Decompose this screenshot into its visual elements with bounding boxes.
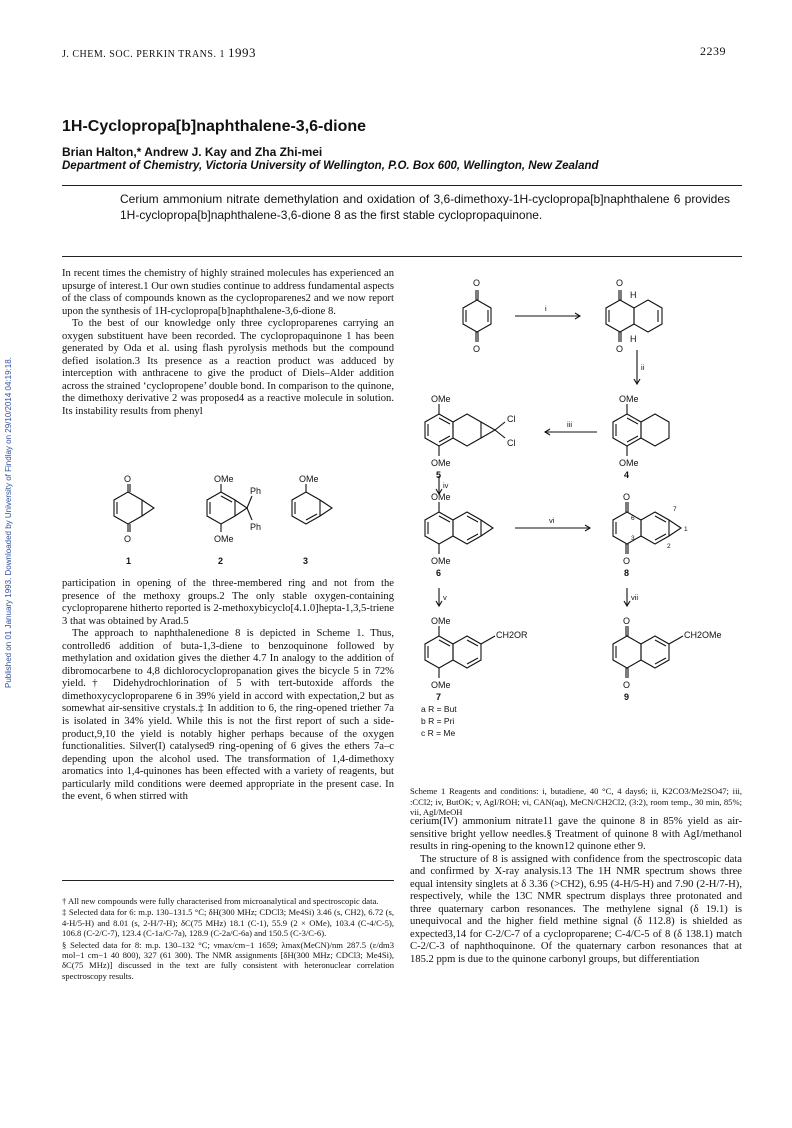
fig1-atom-label: Ph (250, 522, 262, 532)
atom-locant: 6 (631, 515, 635, 522)
reagent-mark: iii (567, 420, 572, 429)
fig1-atom-label: O (124, 474, 132, 484)
reagent-mark: ii (641, 363, 645, 372)
compound-number: 3 (303, 556, 309, 566)
scheme-atom-label: O (616, 344, 624, 354)
structure-2-ring (207, 492, 235, 524)
title-rule (62, 185, 742, 186)
scheme-atom-label: O (623, 616, 631, 626)
scheme-atom-label: OMe (619, 458, 639, 468)
compound-9-structure (613, 636, 641, 668)
journal-year: 1993 (227, 45, 256, 60)
atom-locant: 2 (667, 543, 671, 550)
fig1-atom-label: O (124, 534, 132, 544)
paragraph-background: To the best of our knowledge only three cycloproparenes carrying an oxygen substituent have been recorded. The cyclopropaquinone 1 has been generated by Oda et al. using flash pyrolysis methods but the compound defied isolation.3 Its presence as a reaction product was adduced by interception with anthracene to give the product of Diels–Alder addition across the strained ‘cyclopropene’ double bond. In comparison to the quinone, the dimethoxy derivative 2 was proposed4 as a reactive molecule in solution. Its instability results from phenyl (62, 318, 394, 418)
journal-name: J. CHEM. SOC. PERKIN TRANS. 1 1993 (62, 45, 256, 60)
compound-7-structure (425, 636, 453, 668)
article-title: 1H-Cyclopropa[b]naphthalene-3,6-dione (62, 118, 367, 135)
atom-locant: 7 (673, 506, 677, 513)
scheme-atom-label: O (616, 278, 624, 288)
substituent-c: c R = Me (421, 728, 456, 738)
compound-6-structure (425, 512, 453, 544)
scheme-atom-label: OMe (431, 492, 451, 502)
fig1-atom-label: OMe (299, 474, 319, 484)
scheme-atom-label: O (623, 556, 631, 566)
left-column-top (62, 268, 394, 419)
fig1-atom-label: Ph (250, 486, 262, 496)
atom-locant: 3 (631, 535, 635, 542)
paragraph-intro: In recent times the chemistry of highly strained molecules has experienced an upsurge of interest.1 Our own studies continue to address fundamental aspects of the class of compounds known as the cycloproparenes2 and we now report upon the synthesis of 1H-cyclopropa[b]naphthalene-3,6-dione 8. (62, 268, 394, 317)
scheme-atom-label: OMe (431, 556, 451, 566)
scheme-atom-label: O (473, 344, 481, 354)
scheme-caption: Scheme 1 Reagents and conditions: i, butadiene, 40 °C, 4 days6; ii, K2CO3/Me2SO47; iii, :CCl2; iv, ButOK; v, AgI/ROH; vi, CAN(aq), MeCN/CH2Cl2, (3:2), room temp., 30 min, 85%; vii, AgI/MeOH (410, 786, 742, 818)
reagent-mark: iv (443, 481, 449, 490)
scheme-atom-label: OMe (431, 394, 451, 404)
download-notice[interactable]: Published on 01 January 1993. Downloaded by University of Findlay on 29/10/2014 04:19:18. (4, 357, 13, 688)
scheme-atom-label: OMe (619, 394, 639, 404)
reagent-mark: vi (549, 516, 555, 525)
compounds-1-2-3-figure (90, 470, 380, 570)
compound-number: 1 (126, 556, 132, 566)
page-number: 2239 (700, 44, 726, 58)
atom-locant: 1 (684, 526, 688, 533)
structure-3-ring (292, 492, 320, 524)
footnote-dagger: † All new compounds were fully characterised from microanalytical and spectroscopic data. (62, 896, 379, 906)
compound-4-structure (613, 414, 641, 446)
scheme-atom-label: O (473, 278, 481, 288)
fig1-atom-label: OMe (214, 474, 234, 484)
reagent-mark: i (545, 304, 547, 313)
footnote-rule (62, 880, 394, 881)
scheme-atom-label: CH2OMe (684, 630, 722, 640)
paragraph-oxidation: cerium(IV) ammonium nitrate11 gave the quinone 8 in 85% yield as air-sensitive bright yellow needles.§ Treatment of quinone 8 with AgI/methanol results in ring-opening to the known12 quinone ether 9. (410, 816, 742, 853)
scheme-atom-label: OMe (431, 458, 451, 468)
author-list: Brian Halton,* Andrew J. Kay and Zha Zhi-mei (62, 145, 323, 159)
scheme-atom-label: O (623, 680, 631, 690)
scheme-atom-label: OMe (431, 680, 451, 690)
scheme-compound-number: 7 (436, 692, 442, 702)
paragraph-stability: participation in opening of the three-membered ring and not from the presence of the methoxy groups.2 The only stable oxygen-containing cycloproparene hitherto reported is 2-methoxybicyclo[4.1.0]hepta-1,3,5-triene 3 that was obtained by Arad.5 (62, 578, 394, 627)
author-affiliation: Department of Chemistry, Victoria University of Wellington, P.O. Box 600, Wellington, New Zealand (62, 160, 599, 172)
scheme-atom-label: Cl (507, 438, 516, 448)
paragraph-structure: The structure of 8 is assigned with confidence from the spectroscopic data and confirmed by X-ray analysis.13 The 1H NMR spectrum shows three equal intensity singlets at δ 3.36 (>CH2), 6.95 (4-H/5-H) and 7.90 (2-H/7-H), respectively, while the 13C NMR spectrum displays three protonated and three quaternary carbon resonances. The methylene signal (δ 19.1) is unequivocal and the higher field methine signal (δ 112.8) is shielded as expected3,14 for C-2/C-7 of a cycloproparene; C-4/C-5 of 8 (δ 138.1) match C-2/C-3 of naphthoquinone. Of the quaternary carbon resonances that at 185.2 ppm is due to the quinone carbonyl groups, but differentiation (410, 853, 742, 966)
benzoquinone-structure (463, 300, 491, 332)
scheme-atom-label: H (630, 290, 637, 300)
left-column-bottom (62, 578, 394, 804)
scheme-1 (405, 262, 742, 782)
compound-8-structure (613, 512, 641, 544)
substituent-b: b R = Pri (421, 716, 455, 726)
abstract: Cerium ammonium nitrate demethylation and oxidation of 3,6-dimethoxy-1H-cyclopropa[b]naphthalene 6 provides 1H-cyclopropa[b]naphthalene-3,6-dione 8 as the first stable cyclopropaquinone. (120, 192, 730, 222)
scheme-atom-label: O (623, 492, 631, 502)
reagent-mark: vii (631, 593, 639, 602)
compound-number: 2 (218, 556, 224, 566)
footnotes (62, 896, 394, 982)
right-column-text (410, 816, 742, 967)
scheme-compound-number: 5 (436, 470, 442, 480)
scheme-compound-number: 4 (624, 470, 630, 480)
diels-alder-adduct-structure (606, 300, 634, 332)
reagent-mark: v (443, 593, 447, 602)
paragraph-synthesis: The approach to naphthalenedione 8 is depicted in Scheme 1. Thus, controlled6 addition of buta-1,3-diene to benzoquinone followed by methylation and oxidation gives the diether 4.7 In analogy to the addition of dibromocarbene to 4,8 dichlorocyclopropanation gives the bicycle 5 in 72% yield.† Didehydrochlorination of 5 with tert-butoxide affords the dimethoxycycloproparene 6 in 39% yield in accord with expectation,2 but as somewhat air-sensitive crystals.‡ In addition to 6, the ring-opened triether 7a is isolated in 34% yield. While this is not the first report of such a side-product,9,10 the yield is notably higher perhaps because of the oxygen functionalities. Silver(I) catalysed9 ring-opening of 6 gives the ethers 7a–c depending upon the alcohol used. The transformation of 1,4-dimethoxy aromatics into 1,4-quinones has been effected with a variety of reagents, but particularly mild conditions were deemed appropriate in the present case. In the event, 6 when stirred with (62, 628, 394, 803)
footnote-double-dagger: ‡ Selected data for 6: m.p. 130–131.5 °C; δH(300 MHz; CDCl3; Me4Si) 3.46 (s, CH2), 6.72 (s, 4-H/5-H) and 8.01 (s, 2-H/7-H); δC(75 MHz) 18.1 (C-1), 55.9 (2 × OMe), 103.4 (C-4/C-5), 106.8 (C-2/C-7), 123.4 (C-1a/C-7a), 128.9 (C-2a/C-6a) and 150.5 (C-3/C-6). (62, 907, 394, 939)
fig1-atom-label: OMe (214, 534, 234, 544)
scheme-compound-number: 8 (624, 568, 630, 578)
footnote-section: § Selected data for 8: m.p. 130–132 °C; νmax/cm−1 1659; λmax(MeCN)/nm 287.5 (ε/dm3 mol−1 cm−1 40 800), 327 (61 300). The NMR assignments [δH(300 MHz; CDCl3; Me4Si), δC(75 MHz)] discussed in the text are fully consistent with heteronuclear correlation spectroscopy results. (62, 939, 394, 981)
abstract-rule (62, 256, 742, 257)
scheme-atom-label: OMe (431, 616, 451, 626)
scheme-compound-number: 9 (624, 692, 630, 702)
scheme-atom-label: Cl (507, 414, 516, 424)
scheme-atom-label: H (630, 334, 637, 344)
structure-1-ring (114, 492, 142, 524)
scheme-compound-number: 6 (436, 568, 442, 578)
compound-5-structure (425, 414, 453, 446)
scheme-atom-label: CH2OR (496, 630, 528, 640)
substituent-a: a R = But (421, 704, 457, 714)
